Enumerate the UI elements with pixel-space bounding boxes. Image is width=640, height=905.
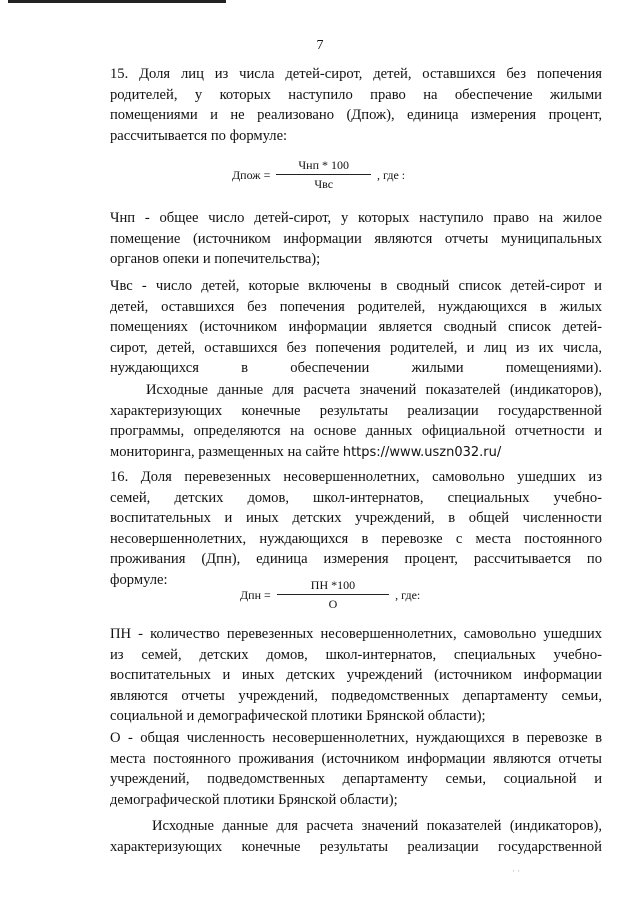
text-line: воспитательных и иных детских учреждений, в общей численности xyxy=(110,510,602,526)
text-line: являются отчеты учреждений, подведомственных департаменту семьи, xyxy=(110,687,602,704)
text-line: 16. Доля перевезенных несовершеннолетних, самовольно ушедших из xyxy=(110,469,602,485)
formula-fraction xyxy=(277,578,389,611)
formula-dpn xyxy=(240,578,420,611)
text-line: воспитательных и иных детских учреждений (источником информации xyxy=(110,667,602,683)
page-number: 7 xyxy=(316,38,324,53)
text-line: ПН - количество перевезенных несовершеннолетних, самовольно ушедших xyxy=(110,626,602,642)
text-line: семей, детских домов, школ-интернатов, специальных учебно- xyxy=(110,489,602,506)
definition-chvs xyxy=(110,276,602,379)
text-line: органов опеки и попечительства); xyxy=(110,251,321,267)
definition-pn xyxy=(110,624,602,727)
formula-denominator: О xyxy=(328,597,338,611)
scan-speck: · · xyxy=(512,866,521,876)
text-line: учреждений, подведомственных департаменту семьи, социальной и xyxy=(110,771,602,787)
text-line: из семей, детских домов, школ-интернатов, специальных учебно- xyxy=(110,646,602,663)
source-paragraph-16 xyxy=(110,816,602,857)
definition-chnp xyxy=(110,208,602,270)
text-line: демографической плотики Брянской области); xyxy=(110,791,398,808)
definition-o xyxy=(110,728,602,810)
text-line: сирот, детей, оставшихся без попечения родителей, и лиц из их числа, xyxy=(110,339,602,356)
item16-paragraph xyxy=(110,467,602,590)
formula-lhs: Дпож = xyxy=(232,167,271,182)
text-line: помещение (источником информации являются отчеты муниципальных xyxy=(110,230,602,247)
text-line: Исходные данные для расчета значений показателей (индикаторов), xyxy=(146,382,602,398)
formula-lhs: Дпн = xyxy=(240,587,271,602)
text-line: помещениях (источником информации является сводный список детей- xyxy=(110,319,602,335)
formula-numerator: Чнп * 100 xyxy=(276,158,371,175)
source-link[interactable]: https://www.uszn032.ru/ xyxy=(342,444,502,460)
formula-dpozh xyxy=(232,158,405,191)
text-line: рассчитывается по формуле: xyxy=(110,127,288,144)
text-line: проживания (Дпн), единица измерения процент, рассчитывается по xyxy=(110,551,602,567)
text-line: характеризующих конечные результаты реализации государственной xyxy=(110,838,602,855)
text-line: несовершеннолетних, нуждающихся в перевозке с места постоянного xyxy=(110,530,602,547)
item15-paragraph xyxy=(110,64,602,146)
source-paragraph-15 xyxy=(110,380,602,463)
text-line: О - общая численность несовершеннолетних, нуждающихся в перевозке в xyxy=(110,730,602,746)
text-line: Чвс - число детей, которые включены в сводный список детей-сирот и xyxy=(110,278,602,294)
text-line: детей, оставшихся без попечения родителей, нуждающихся в жилых xyxy=(110,298,602,315)
text-line: Исходные данные для расчета значений показателей (индикаторов), xyxy=(152,818,602,834)
text-line: формуле: xyxy=(110,571,168,588)
formula-fraction xyxy=(276,158,371,191)
formula-suffix: , где: xyxy=(395,587,421,602)
formula-numerator: ПН *100 xyxy=(277,578,389,595)
text-line: родителей, у которых наступило право на обеспечение жилыми xyxy=(110,86,602,103)
top-rule xyxy=(8,0,226,3)
formula-suffix: , где : xyxy=(377,167,406,182)
text-line: Чнп - общее число детей-сирот, у которых наступило право на жилое xyxy=(110,210,602,226)
text-line: характеризующих конечные результаты реализации государственной xyxy=(110,402,602,419)
formula-denominator: Чвс xyxy=(314,177,334,191)
text-line: социальной и демографической плотики Брянской области); xyxy=(110,708,486,724)
text-line xyxy=(110,442,602,464)
text-line: программы, определяются на основе данных официальной отчетности и xyxy=(110,423,602,439)
text-line: нуждающихся в обеспечении жилыми помещениями). xyxy=(110,360,602,376)
text-line: места постоянного проживания (источником информации являются отчеты xyxy=(110,750,602,767)
text-line: 15. Доля лиц из числа детей-сирот, детей, оставшихся без попечения xyxy=(110,66,602,82)
text-line: помещениями и не реализовано (Дпож), единица измерения процент, xyxy=(110,107,602,123)
source-prefix: мониторинга, размещенных на сайте xyxy=(110,443,343,460)
